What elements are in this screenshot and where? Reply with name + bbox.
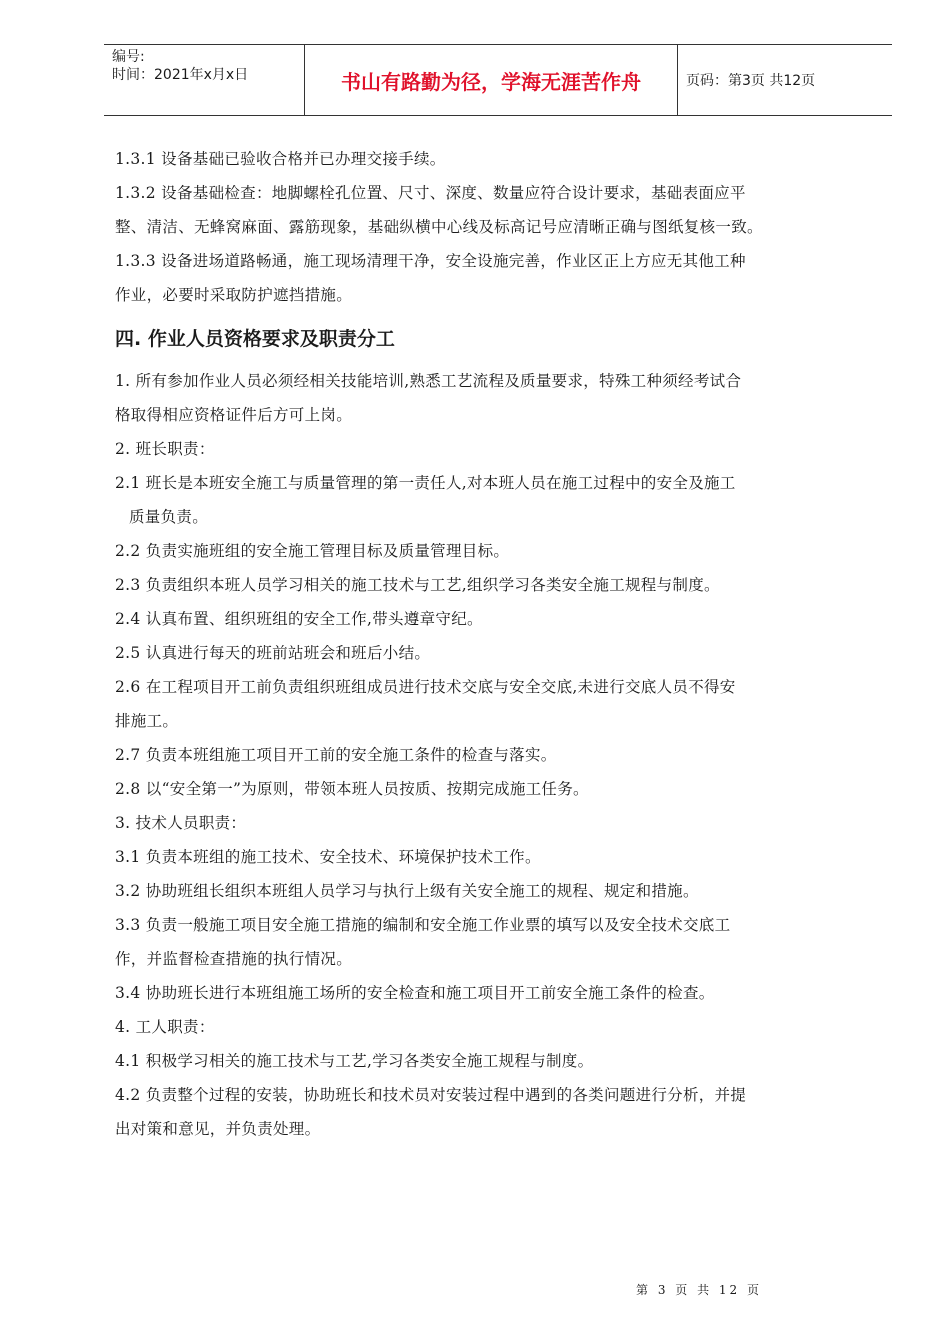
- section-heading: 四. 作业人员资格要求及职责分工: [115, 328, 395, 350]
- paragraph-line: 1. 所有参加作业人员必须经相关技能培训,熟悉工艺流程及质量要求，特殊工种须经考试合: [115, 372, 742, 390]
- paragraph-line: 排施工。: [115, 712, 179, 730]
- paragraph-line: 2.4 认真布置、组织班组的安全工作,带头遵章守纪。: [115, 610, 483, 628]
- number-label: 编号:: [112, 49, 145, 65]
- paragraph-line: 作，并监督检查措施的执行情况。: [115, 950, 353, 968]
- motto: 书山有路勤为径，学海无涯苦作舟: [304, 45, 678, 115]
- paragraph-line: 3.1 负责本班组的施工技术、安全技术、环境保护技术工作。: [115, 848, 541, 866]
- paragraph-line: 1.3.3 设备进场道路畅通，施工现场清理干净，安全设施完善，作业区正上方应无其他工种: [115, 252, 746, 270]
- paragraph-line: 3.3 负责一般施工项目安全施工措施的编制和安全施工作业票的填写以及安全技术交底工: [115, 916, 731, 934]
- paragraph-line: 作业，必要时采取防护遮挡措施。: [115, 286, 353, 304]
- paragraph-line: 2.5 认真进行每天的班前站班会和班后小结。: [115, 644, 431, 662]
- paragraph-line: 4.1 积极学习相关的施工技术与工艺,学习各类安全施工规程与制度。: [115, 1052, 594, 1070]
- page-label: 页码：第3页 共12页: [686, 73, 816, 89]
- paragraph-line: 3.2 协助班组长组织本班组人员学习与执行上级有关安全施工的规程、规定和措施。: [115, 882, 699, 900]
- paragraph-line: 4.2 负责整个过程的安装，协助班长和技术员对安装过程中遇到的各类问题进行分析，并提: [115, 1086, 747, 1104]
- paragraph-line: 2.8 以“安全第一”为原则，带领本班人员按质、按期完成施工任务。: [115, 780, 589, 798]
- paragraph-line: 2.1 班长是本班安全施工与质量管理的第一责任人,对本班人员在施工过程中的安全及施工: [115, 474, 736, 492]
- header-meta: [104, 45, 304, 115]
- paragraph-line: 1.3.2 设备基础检查：地脚螺栓孔位置、尺寸、深度、数量应符合设计要求，基础表面应平: [115, 184, 746, 202]
- paragraph-line: 2.2 负责实施班组的安全施工管理目标及质量管理目标。: [115, 542, 510, 560]
- paragraph-line: 2.3 负责组织本班人员学习相关的施工技术与工艺,组织学习各类安全施工规程与制度。: [115, 576, 720, 594]
- time-label: 时间：2021年x月x日: [112, 67, 249, 83]
- paragraph-line: 2. 班长职责：: [115, 440, 215, 458]
- paragraph-line: 3. 技术人员职责：: [115, 814, 247, 832]
- paragraph-line: 质量负责。: [129, 508, 209, 526]
- header-table: [104, 44, 892, 116]
- footer-page-number: 第 3 页 共 12 页: [636, 1283, 762, 1297]
- paragraph-line: 4. 工人职责：: [115, 1018, 215, 1036]
- paragraph-line: 2.6 在工程项目开工前负责组织班组成员进行技术交底与安全交底,未进行交底人员不得安: [115, 678, 736, 696]
- paragraph-line: 格取得相应资格证件后方可上岗。: [115, 406, 353, 424]
- paragraph-line: 1.3.1 设备基础已验收合格并已办理交接手续。: [115, 150, 446, 168]
- paragraph-line: 出对策和意见，并负责处理。: [115, 1120, 321, 1138]
- paragraph-line: 2.7 负责本班组施工项目开工前的安全施工条件的检查与落实。: [115, 746, 557, 764]
- paragraph-line: 3.4 协助班长进行本班组施工场所的安全检查和施工项目开工前安全施工条件的检查。: [115, 984, 715, 1002]
- document-body: [115, 142, 895, 1146]
- paragraph-line: 整、清洁、无蜂窝麻面、露筋现象，基础纵横中心线及标高记号应清晰正确与图纸复核一致。: [115, 218, 763, 236]
